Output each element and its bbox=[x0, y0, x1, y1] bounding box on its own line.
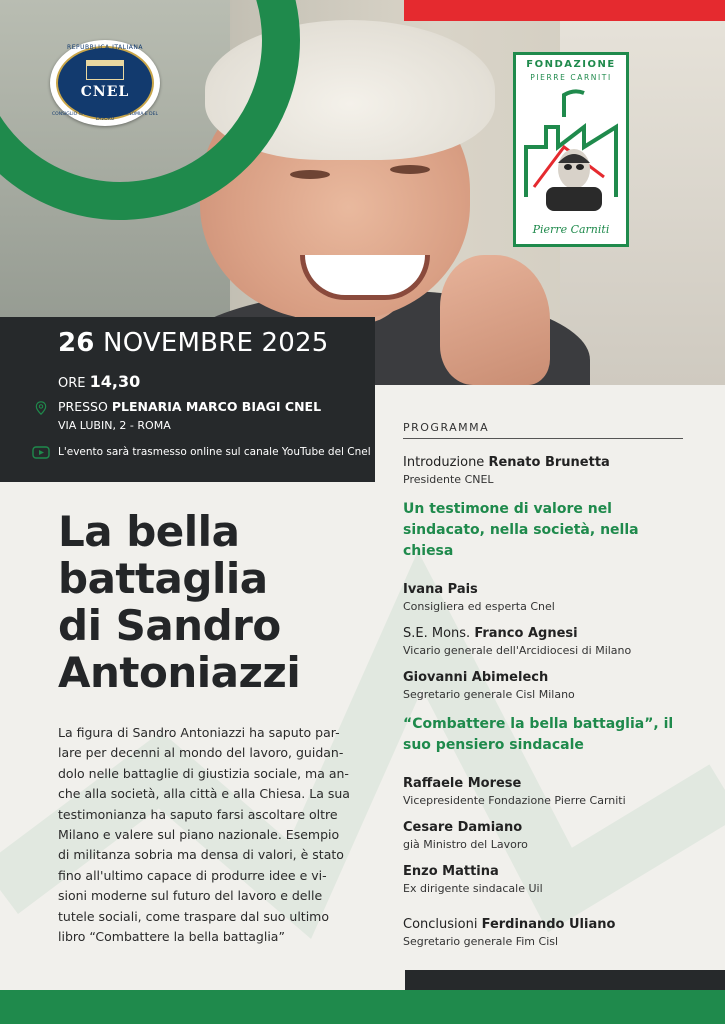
closing-role: Segretario generale Fim Cisl bbox=[403, 935, 559, 948]
speaker-4 bbox=[403, 776, 521, 791]
speaker-6 bbox=[403, 864, 499, 879]
event-venue bbox=[58, 399, 321, 414]
closing-prefix: Conclusioni bbox=[403, 917, 482, 932]
event-title-line: Antoniazzi bbox=[58, 648, 301, 697]
event-date-rest: NOVEMBRE 2025 bbox=[94, 328, 329, 358]
event-title-line: di Sandro bbox=[58, 601, 281, 650]
event-title-line: La bella bbox=[58, 507, 240, 556]
closing-name: Ferdinando Uliano bbox=[481, 917, 616, 932]
description-line: di militanza sobria ma densa di valori, è stato bbox=[58, 847, 344, 863]
event-title-line: battaglia bbox=[58, 554, 268, 603]
event-time-prefix: ORE bbox=[58, 376, 90, 391]
footer-dark-bar bbox=[405, 970, 725, 990]
description-line: La figura di Sandro Antoniazzi ha saputo par- bbox=[58, 725, 340, 740]
speaker-3 bbox=[403, 670, 548, 685]
event-date-day: 26 bbox=[58, 328, 95, 358]
description-line: fino all'ultimo capace di produrre idee e vi- bbox=[58, 867, 327, 883]
description-line: Milano e valere sul piano nazionale. Esempio bbox=[58, 827, 340, 843]
cnel-logo-name: CNEL bbox=[80, 84, 130, 100]
fondazione-logo-line1: FONDAZIONE bbox=[526, 59, 616, 70]
speaker-6-name: Enzo Mattina bbox=[403, 864, 499, 879]
speaker-2-prefix: S.E. Mons. bbox=[403, 626, 475, 641]
description-line: sioni moderne sul futuro del lavoro e delle bbox=[58, 888, 323, 904]
event-venue-name: PLENARIA MARCO BIAGI CNEL bbox=[111, 399, 322, 414]
speaker-5-role: già Ministro del Lavoro bbox=[403, 838, 528, 851]
cnel-building-icon bbox=[86, 60, 124, 80]
speaker-2 bbox=[403, 626, 578, 641]
fondazione-signature: Pierre Carniti bbox=[532, 223, 610, 236]
cnel-logo bbox=[50, 40, 160, 126]
portrait-hand bbox=[440, 255, 550, 385]
portrait-eye-right bbox=[390, 165, 430, 174]
event-time-value: 14,30 bbox=[89, 372, 141, 391]
speaker-1-role: Consigliera ed esperta Cnel bbox=[403, 600, 555, 613]
location-pin-icon bbox=[34, 401, 48, 415]
cnel-seal-inner bbox=[56, 46, 154, 120]
speaker-6-role: Ex dirigente sindacale Uil bbox=[403, 882, 543, 895]
speaker-4-name: Raffaele Morese bbox=[403, 776, 522, 791]
speaker-2-name: Franco Agnesi bbox=[474, 626, 578, 641]
red-accent-bar bbox=[404, 0, 725, 21]
intro-prefix: Introduzione bbox=[403, 455, 489, 470]
speaker-2-role: Vicario generale dell'Arcidiocesi di Milano bbox=[403, 644, 632, 657]
description-line: dolo nelle battaglie di giustizia sociale, ma an- bbox=[58, 765, 349, 781]
session-2-title: “Combattere la bella battaglia”, il suo pensiero sindacale bbox=[403, 716, 674, 753]
programma-divider bbox=[403, 438, 683, 439]
event-date bbox=[58, 328, 329, 358]
intro-name: Renato Brunetta bbox=[488, 455, 610, 470]
description-line: libro “Combattere la bella battaglia” bbox=[58, 929, 285, 945]
speaker-3-name: Giovanni Abimelech bbox=[403, 670, 549, 685]
cnel-logo-top-text: REPUBBLICA ITALIANA bbox=[67, 44, 143, 51]
description-line: tutele sociali, come traspare dal suo ultimo bbox=[58, 908, 329, 924]
event-time bbox=[58, 372, 140, 391]
description-line: che alla società, alla città e alla Chiesa. La sua bbox=[58, 786, 350, 802]
fondazione-carniti-logo bbox=[513, 52, 629, 247]
factory-portrait-icon bbox=[524, 87, 618, 215]
footer-green-bar bbox=[0, 990, 725, 1024]
intro-role: Presidente CNEL bbox=[403, 473, 494, 486]
event-title bbox=[58, 508, 378, 696]
speaker-1 bbox=[403, 582, 478, 597]
youtube-play-icon bbox=[32, 446, 50, 459]
speaker-5 bbox=[403, 820, 522, 835]
speaker-4-role: Vicepresidente Fondazione Pierre Carniti bbox=[403, 794, 626, 807]
description-line: testimonianza ha saputo farsi ascoltare oltre bbox=[58, 806, 338, 822]
event-venue-prefix: PRESSO bbox=[58, 399, 112, 414]
intro-speaker bbox=[403, 455, 610, 470]
event-address: VIA LUBIN, 2 - ROMA bbox=[58, 419, 171, 432]
fondazione-logo-line2: PIERRE CARNITI bbox=[530, 73, 612, 82]
speaker-5-name: Cesare Damiano bbox=[403, 820, 523, 835]
speaker-3-role: Segretario generale Cisl Milano bbox=[403, 688, 575, 701]
programma-heading: PROGRAMMA bbox=[403, 421, 490, 434]
portrait-eye-left bbox=[290, 170, 330, 179]
cnel-logo-bottom-text: CONSIGLIO NAZIONALE DELL'ECONOMIA E DEL LAVORO bbox=[52, 112, 158, 122]
description-line: lare per decenni al mondo del lavoro, guidan- bbox=[58, 745, 344, 761]
session-1-title: Un testimone di valore nel sindacato, nella società, nella chiesa bbox=[403, 501, 639, 559]
event-description bbox=[58, 723, 374, 947]
speaker-1-name: Ivana Pais bbox=[403, 582, 478, 597]
closing-speaker bbox=[403, 917, 615, 932]
stream-note: L'evento sarà trasmesso online sul canale YouTube del Cnel bbox=[58, 446, 371, 458]
